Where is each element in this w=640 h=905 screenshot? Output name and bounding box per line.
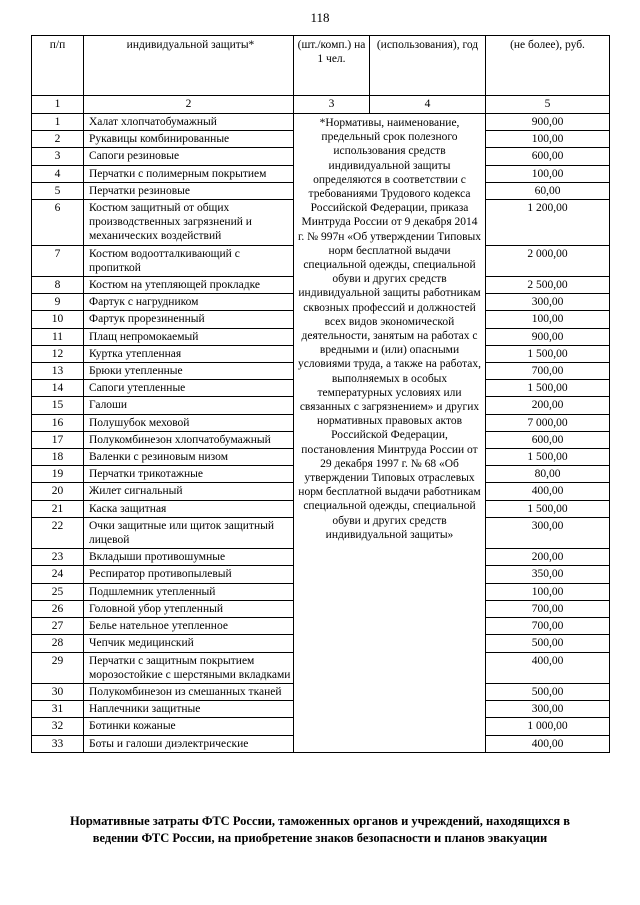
cell-price: 400,00 [486, 483, 610, 500]
cell-item-name: Рукавицы комбинированные [84, 131, 294, 148]
cell-item-name: Галоши [84, 397, 294, 414]
cell-row-number: 7 [32, 245, 84, 276]
table-header-row [32, 36, 610, 96]
cell-price: 400,00 [486, 735, 610, 752]
cell-item-name: Куртка утепленная [84, 345, 294, 362]
cell-row-number: 25 [32, 583, 84, 600]
cell-item-name: Респиратор противопылевый [84, 566, 294, 583]
cell-row-number: 28 [32, 635, 84, 652]
cell-item-name: Полукомбинезон хлопчатобумажный [84, 431, 294, 448]
cell-item-name: Полукомбинезон из смешанных тканей [84, 683, 294, 700]
cell-price: 700,00 [486, 600, 610, 617]
cell-row-number: 21 [32, 500, 84, 517]
table-row [32, 114, 610, 131]
page-number: 118 [310, 10, 330, 25]
cell-price: 900,00 [486, 114, 610, 131]
cell-price: 2 500,00 [486, 277, 610, 294]
cell-price: 100,00 [486, 311, 610, 328]
cell-row-number: 1 [32, 114, 84, 131]
cell-item-name: Вкладыши противошумные [84, 549, 294, 566]
cell-price: 100,00 [486, 131, 610, 148]
column-number-3: 3 [294, 96, 370, 114]
cell-item-name: Сапоги резиновые [84, 148, 294, 165]
column-number-5: 5 [486, 96, 610, 114]
cell-price: 200,00 [486, 397, 610, 414]
footer-paragraph: Нормативные затраты ФТС России, таможенных органов и учреждений, находящихся в ведении ФТС России, на приобретение знаков безопасности и планов эвакуации [69, 813, 571, 845]
cell-row-number: 11 [32, 328, 84, 345]
cell-item-name: Перчатки трикотажные [84, 466, 294, 483]
cell-item-name: Костюм защитный от общих производственных загрязнений и механических воздействий [84, 200, 294, 246]
cell-row-number: 14 [32, 380, 84, 397]
cell-item-name: Перчатки с защитным покрытием морозостойкие с шерстяными вкладками [84, 652, 294, 683]
cell-row-number: 9 [32, 294, 84, 311]
cell-item-name: Халат хлопчатобумажный [84, 114, 294, 131]
cell-price: 100,00 [486, 165, 610, 182]
cell-price: 700,00 [486, 618, 610, 635]
cell-price: 1 500,00 [486, 380, 610, 397]
cell-item-name: Фартук прорезиненный [84, 311, 294, 328]
cell-row-number: 2 [32, 131, 84, 148]
cell-item-name: Полушубок меховой [84, 414, 294, 431]
cell-row-number: 19 [32, 466, 84, 483]
cell-item-name: Костюм на утепляющей прокладке [84, 277, 294, 294]
column-numbering-row [32, 96, 610, 114]
header-col-use-period: (использования), год [370, 36, 486, 96]
cell-price: 80,00 [486, 466, 610, 483]
cell-row-number: 30 [32, 683, 84, 700]
cell-item-name: Брюки утепленные [84, 363, 294, 380]
cell-item-name: Ботинки кожаные [84, 718, 294, 735]
cell-price: 400,00 [486, 652, 610, 683]
cell-row-number: 6 [32, 200, 84, 246]
cell-row-number: 33 [32, 735, 84, 752]
column-number-2: 2 [84, 96, 294, 114]
header-col-quantity: (шт./комп.) на 1 чел. [294, 36, 370, 96]
cell-item-name: Подшлемник утепленный [84, 583, 294, 600]
cell-row-number: 27 [32, 618, 84, 635]
cell-price: 1 500,00 [486, 345, 610, 362]
cell-row-number: 29 [32, 652, 84, 683]
cell-item-name: Сапоги утепленные [84, 380, 294, 397]
ppe-norms-table [31, 35, 610, 753]
header-col-num: п/п [32, 36, 84, 96]
cell-price: 2 000,00 [486, 245, 610, 276]
cell-price: 1 200,00 [486, 200, 610, 246]
header-col-price: (не более), руб. [486, 36, 610, 96]
cell-price: 500,00 [486, 635, 610, 652]
cell-price: 100,00 [486, 583, 610, 600]
cell-row-number: 15 [32, 397, 84, 414]
cell-price: 300,00 [486, 701, 610, 718]
cell-item-name: Перчатки резиновые [84, 182, 294, 199]
table-body [32, 114, 610, 753]
cell-price: 600,00 [486, 148, 610, 165]
cell-row-number: 16 [32, 414, 84, 431]
cell-row-number: 12 [32, 345, 84, 362]
cell-price: 1 500,00 [486, 500, 610, 517]
cell-price: 300,00 [486, 294, 610, 311]
header-col-item-name: индивидуальной защиты* [84, 36, 294, 96]
cell-price: 600,00 [486, 431, 610, 448]
cell-row-number: 10 [32, 311, 84, 328]
cell-price: 200,00 [486, 549, 610, 566]
cell-row-number: 31 [32, 701, 84, 718]
cell-row-number: 3 [32, 148, 84, 165]
cell-row-number: 20 [32, 483, 84, 500]
cell-price: 350,00 [486, 566, 610, 583]
cell-item-name: Жилет сигнальный [84, 483, 294, 500]
cell-item-name: Костюм водоотталкивающий с пропиткой [84, 245, 294, 276]
cell-row-number: 18 [32, 449, 84, 466]
cell-item-name: Головной убор утепленный [84, 600, 294, 617]
cell-row-number: 4 [32, 165, 84, 182]
cell-row-number: 24 [32, 566, 84, 583]
cell-item-name: Белье нательное утепленное [84, 618, 294, 635]
cell-row-number: 13 [32, 363, 84, 380]
cell-item-name: Наплечники защитные [84, 701, 294, 718]
cell-price: 300,00 [486, 517, 610, 548]
cell-item-name: Чепчик медицинский [84, 635, 294, 652]
cell-price: 60,00 [486, 182, 610, 199]
cell-price: 1 500,00 [486, 449, 610, 466]
cell-price: 500,00 [486, 683, 610, 700]
cell-item-name: Перчатки с полимерным покрытием [84, 165, 294, 182]
cell-row-number: 22 [32, 517, 84, 548]
cell-price: 1 000,00 [486, 718, 610, 735]
column-number-1: 1 [32, 96, 84, 114]
cell-item-name: Плащ непромокаемый [84, 328, 294, 345]
cell-row-number: 26 [32, 600, 84, 617]
cell-price: 700,00 [486, 363, 610, 380]
cell-item-name: Фартук с нагрудником [84, 294, 294, 311]
cell-item-name: Каска защитная [84, 500, 294, 517]
cell-row-number: 32 [32, 718, 84, 735]
cell-row-number: 5 [32, 182, 84, 199]
cell-price: 7 000,00 [486, 414, 610, 431]
cell-row-number: 17 [32, 431, 84, 448]
cell-row-number: 23 [32, 549, 84, 566]
cell-row-number: 8 [32, 277, 84, 294]
cell-item-name: Боты и галоши диэлектрические [84, 735, 294, 752]
cell-item-name: Валенки с резиновым низом [84, 449, 294, 466]
column-number-4: 4 [370, 96, 486, 114]
cell-price: 900,00 [486, 328, 610, 345]
cell-regulatory-note: *Нормативы, наименование, предельный срок полезного использования средств индивидуальной защиты определяются в соответствии с требованиями Трудового кодекса Российской Федерации, приказа Минтруда России от 9 декабря 2014 г. № 997н «Об утверждении Типовых норм бесплатной выдачи специальной одежды, специальной обуви и других средств индивидуальной защиты работникам сквозных профессий и должностей всех видов экономической деятельности, занятым на работах с вредными и (или) опасными условиями труда, а также на работах, выполняемых в особых температурных условиях или связанных с загрязнением» и других нормативных правовых актов Российской Федерации, постановления Минтруда России от 29 декабря 1997 г. № 68 «Об утверждении Типовых отраслевых норм бесплатной выдачи работникам специальной одежды, специальной обуви и других средств индивидуальной защиты» [294, 114, 486, 753]
cell-item-name: Очки защитные или щиток защитный лицевой [84, 517, 294, 548]
